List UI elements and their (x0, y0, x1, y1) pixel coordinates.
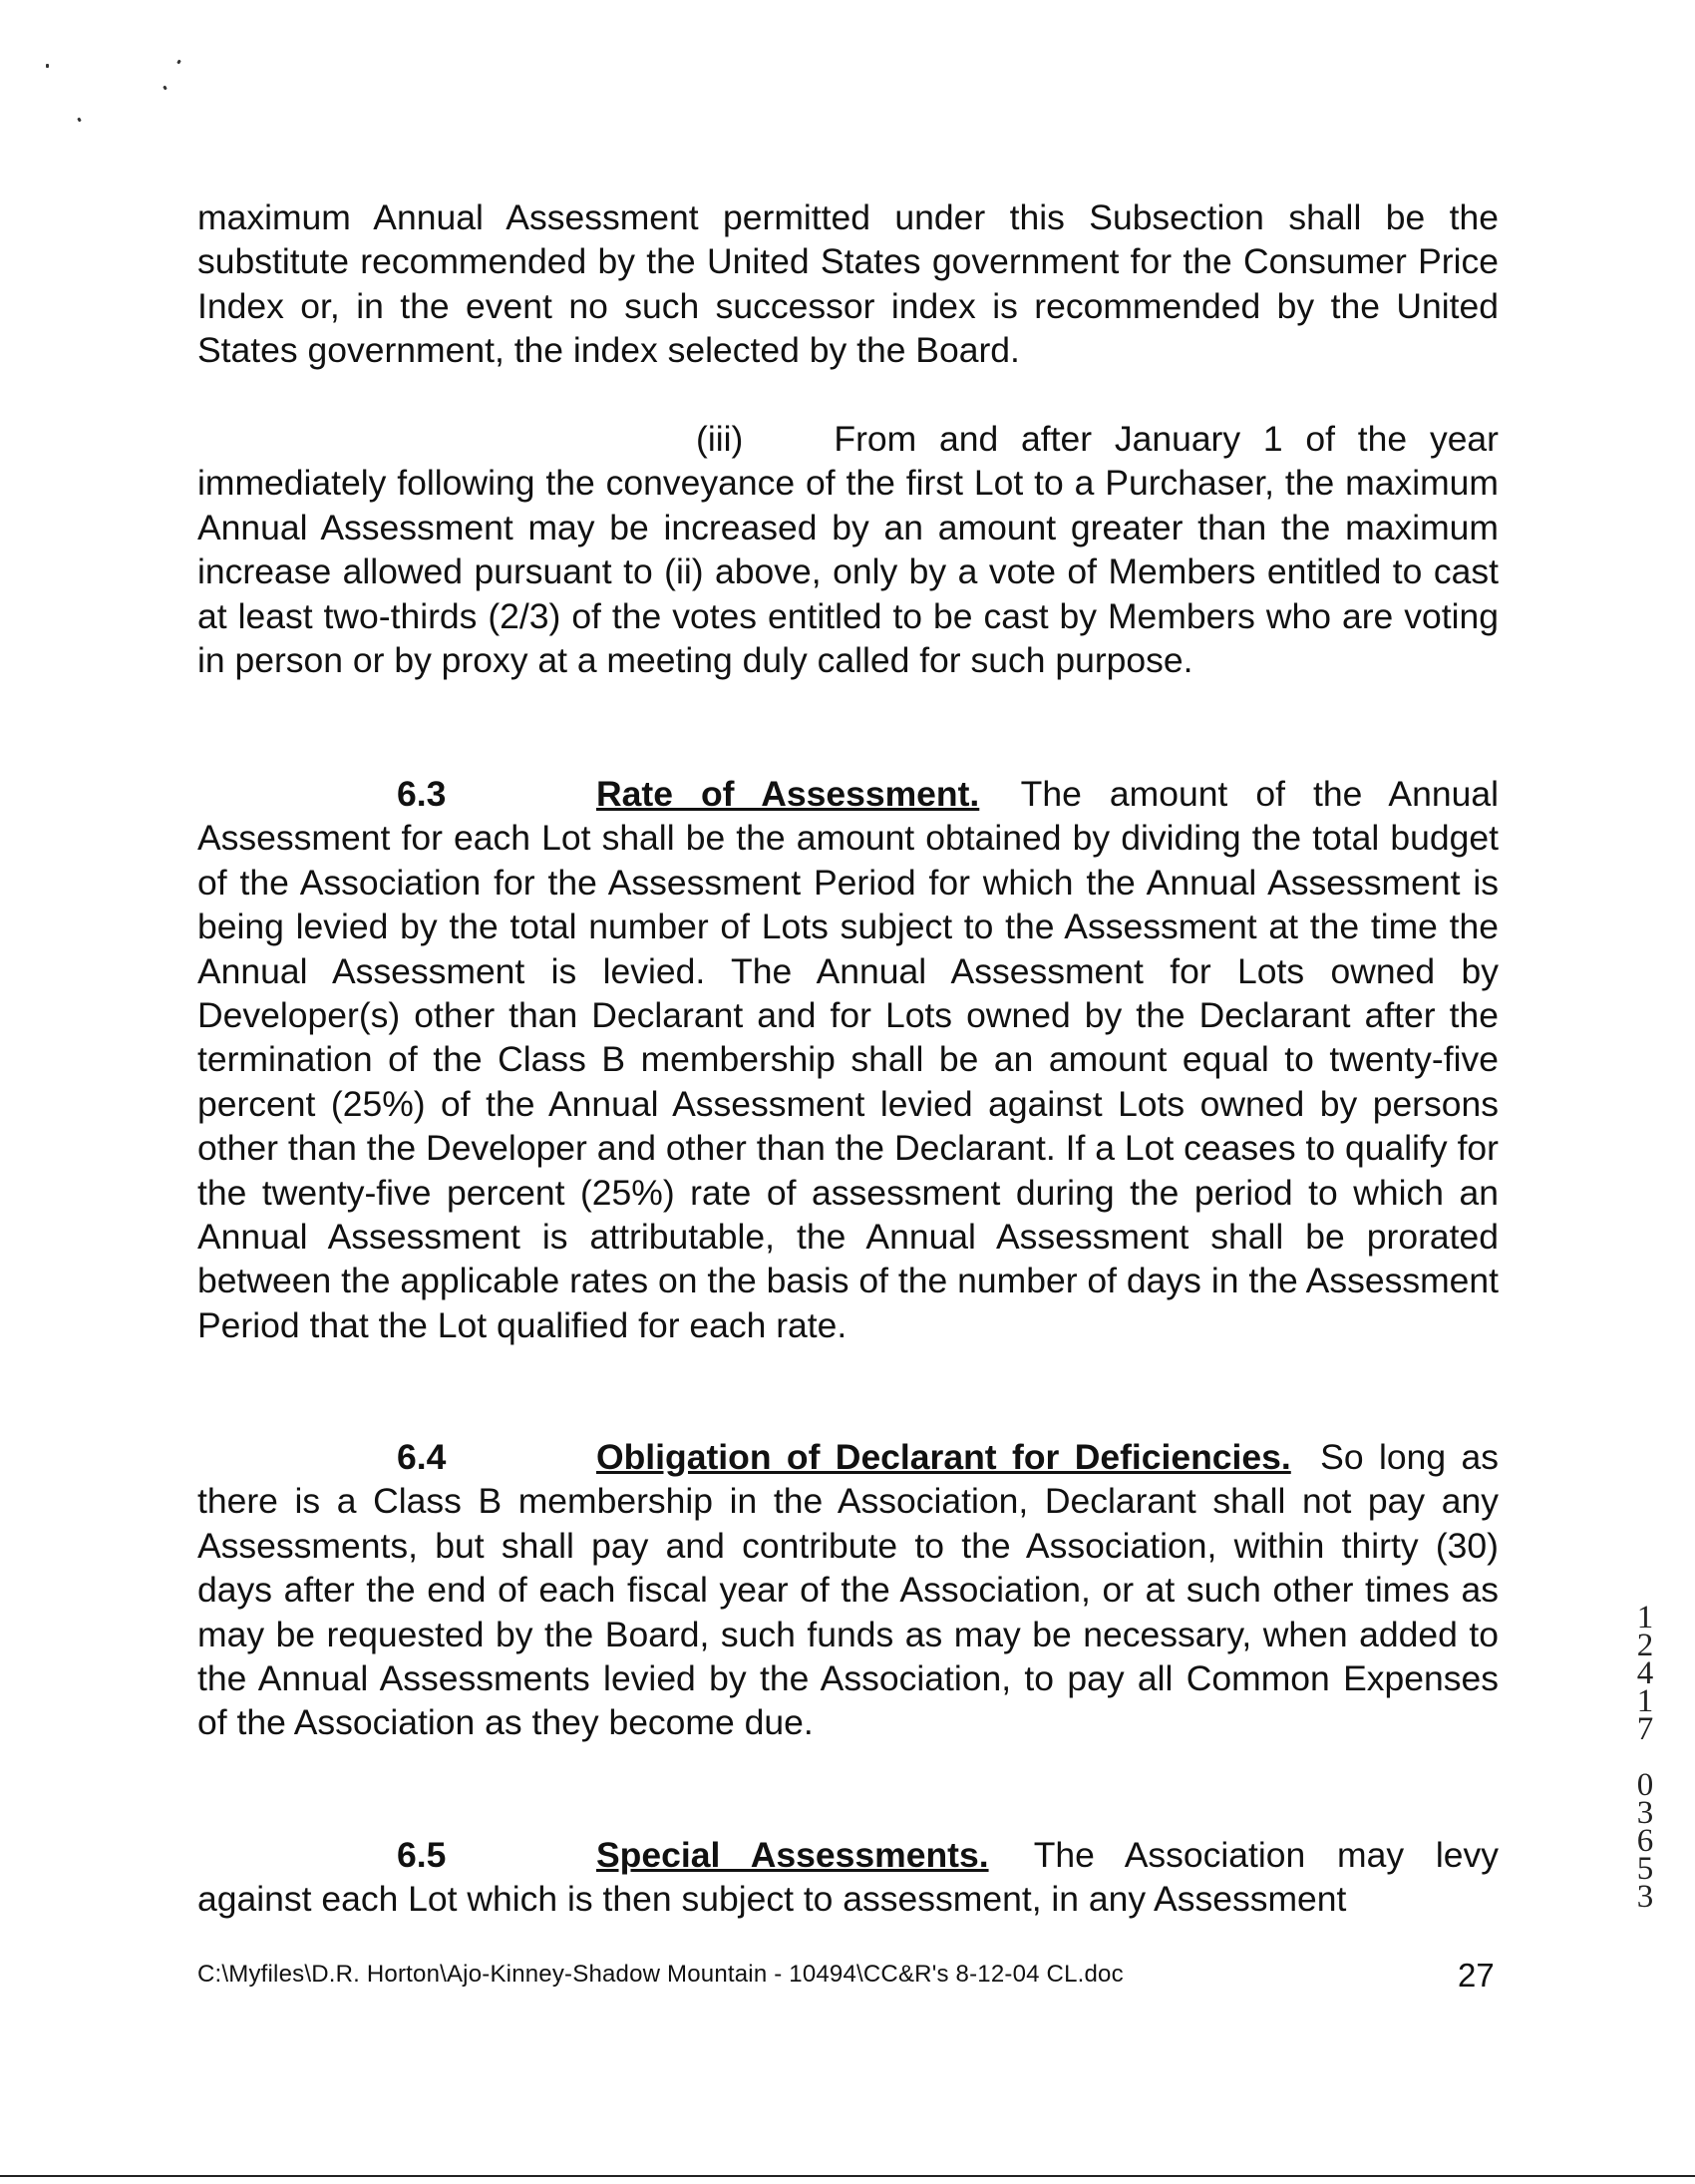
stamp-digit: 0 (1636, 1767, 1654, 1803)
stamp-digit: 2 (1636, 1628, 1654, 1663)
stamp-digit: 3 (1636, 1795, 1654, 1831)
section-6-4 (197, 1435, 1499, 1745)
recording-stamp (1631, 1600, 1659, 1915)
section-title: Obligation of Declarant for Deficiencies. (596, 1437, 1291, 1477)
scan-bottom-edge (0, 2175, 1695, 2177)
section-body: So long as there is a Class B membership in the Association, Declarant shall not pay any Assessments, but shall pay and contribute to the Association, within thirty (30) days after the end of each fiscal year of the Association, or at such other times as may be requested by the Board, such funds as may be necessary, when added to the Annual Assessments levied by the Association, to pay all Common Expenses of the Association as they become due. (197, 1437, 1499, 1743)
stamp-digit: 4 (1636, 1655, 1654, 1691)
stamp-digit: 7 (1636, 1711, 1654, 1747)
stamp-digit: 6 (1636, 1823, 1654, 1859)
stamp-digit: 5 (1636, 1851, 1654, 1887)
stamp-digit: 1 (1636, 1683, 1654, 1719)
section-6-5 (197, 1833, 1499, 1922)
section-body: The amount of the Annual Assessment for each Lot shall be the amount obtained by dividing the total budget of the Association for the Assessment Period for which the Annual Assessment is being levied by the total number of Lots subject to the Assessment at the time the Annual Assessment is levied. The Annual Assessment for Lots owned by Developer(s) other than Declarant and for Lots owned by the Declarant after the termination of the Class B membership shall be an amount equal to twenty-five percent (25%) of the Annual Assessment levied against Lots owned by persons other than the Developer and other than the Declarant. If a Lot ceases to qualify for the twenty-five percent (25%) rate of assessment during the period to which an Annual Assessment is attributable, the Annual Assessment shall be prorated between the applicable rates on the basis of the number of days in the Assessment Period that the Lot qualified for each rate. (197, 774, 1499, 1345)
section-title: Rate of Assessment. (596, 774, 980, 814)
paragraph-text: maximum Annual Assessment permitted under this Subsection shall be the substitute recommended by the United States government for the Consumer Price Index or, in the event no such successor index is recommended by the United States government, the index selected by the Board. (197, 197, 1499, 371)
paragraph-iii (197, 417, 1499, 682)
stamp-digit: 3 (1636, 1879, 1654, 1915)
paragraph-cpi-substitute (197, 195, 1499, 373)
section-number: 6.4 (397, 1437, 447, 1477)
footer-page-number: 27 (1458, 1957, 1495, 1994)
section-body: The Association may levy against each Lot which is then subject to assessment, in any Assessment (197, 1835, 1499, 1920)
section-6-3 (197, 772, 1499, 1347)
section-number: 6.5 (397, 1835, 447, 1875)
paragraph-text: From and after January 1 of the year immediately following the conveyance of the first Lot to a Purchaser, the maximum Annual Assessment may be increased by an amount greater than the maximum increase allowed pursuant to (ii) above, only by a vote of Members entitled to cast at least two-thirds (2/3) of the votes entitled to be cast by Members who are voting in person or by proxy at a meeting duly called for such purpose. (197, 419, 1499, 681)
section-number: 6.3 (397, 774, 447, 814)
footer-file-path: C:\Myfiles\D.R. Horton\Ajo-Kinney-Shadow Mountain - 10494\CC&R's 8-12-04 CL.doc (197, 1961, 1124, 1988)
section-title: Special Assessments. (596, 1835, 989, 1875)
subsection-marker: (iii) (696, 419, 744, 459)
stamp-digit: 1 (1636, 1600, 1654, 1636)
